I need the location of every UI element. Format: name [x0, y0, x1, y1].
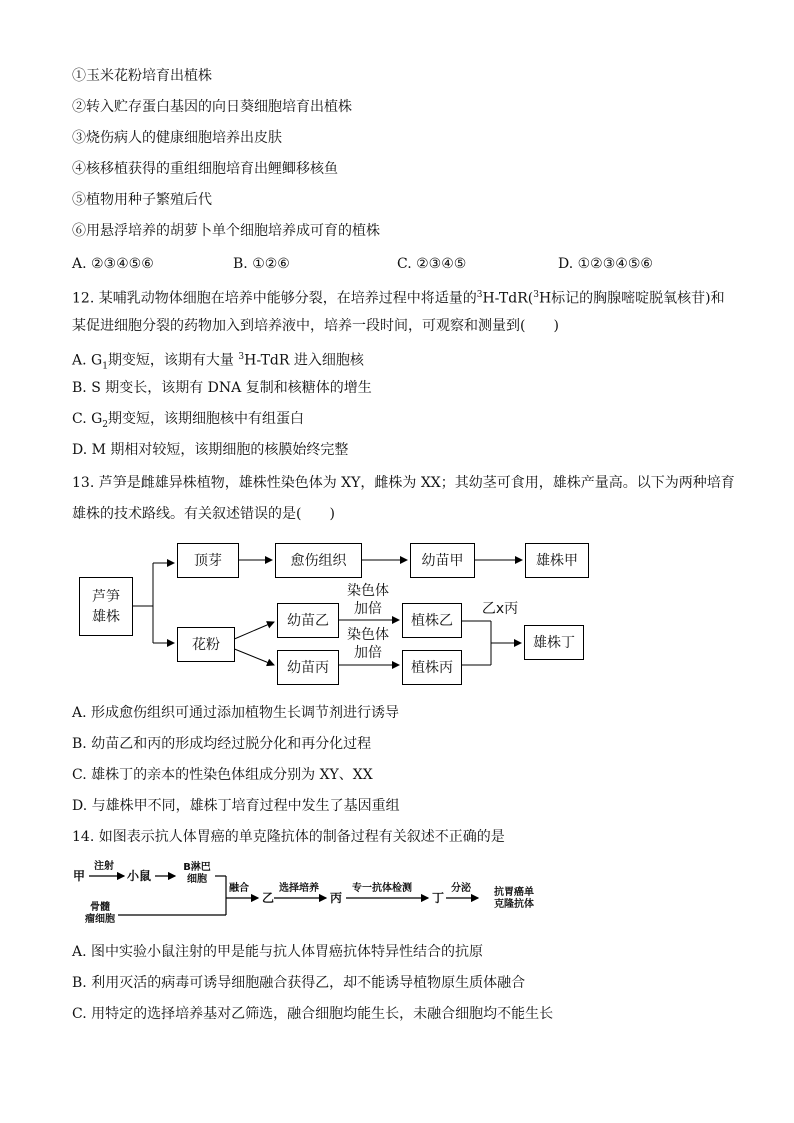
seedling-bing-box: 幼苗丙 — [277, 650, 339, 685]
statement-6: ⑥用悬浮培养的胡萝卜单个细胞培养成可育的植株 — [72, 223, 380, 239]
q11-option-d[interactable]: D. ①②③④⑤⑥ — [558, 256, 653, 272]
q11-option-a[interactable]: A. ②③④⑤⑥ — [72, 256, 154, 272]
double-label-lower: 染色体 加倍 — [347, 627, 389, 661]
callus-box: 愈伤组织 — [275, 543, 362, 578]
seedling-jia-box: 幼苗甲 — [410, 543, 475, 578]
q13-option-d[interactable]: D. 与雄株甲不同，雄株丁培育过程中发生了基因重组 — [72, 798, 400, 814]
antibody-product-label: 抗胃癌单 克隆抗体 — [494, 887, 534, 910]
cells-ding: 丁 — [432, 891, 445, 905]
myeloma-label: 骨髓 瘤细胞 — [85, 902, 115, 925]
inject-label: 注射 — [94, 861, 114, 872]
q13-option-a[interactable]: A. 形成愈伤组织可通过添加植物生长调节剂进行诱导 — [72, 705, 400, 721]
select-label: 选择培养 — [279, 883, 319, 894]
q12-option-d[interactable]: D. M 期相对较短，该期细胞的核膜始终完整 — [72, 442, 349, 458]
q14-option-c[interactable]: C. 用特定的选择培养基对乙筛选，融合细胞均能生长，未融合细胞均不能生长 — [72, 1006, 554, 1022]
male-jia-box: 雄株甲 — [525, 543, 589, 578]
cross-label: 乙x丙 — [481, 601, 519, 617]
q14-option-b[interactable]: B. 利用灭活的病毒可诱导细胞融合获得乙，却不能诱导植物原生质体融合 — [72, 975, 526, 991]
seedling-yi-box: 幼苗乙 — [277, 603, 339, 638]
q11-option-c[interactable]: C. ②③④⑤ — [397, 256, 467, 272]
q13-stem-line1: 13. 芦笋是雌雄异株植物，雄株性染色体为 XY，雌株为 XX；其幼茎可食用，雄株产量高。以下为两种培育 — [72, 475, 735, 491]
mouse-label: 小鼠 — [127, 869, 152, 883]
plant-bing-box: 植株丙 — [402, 650, 462, 685]
cells-bing: 丙 — [330, 891, 343, 905]
statement-4: ④核移植获得的重组细胞培育出鲤鲫移核鱼 — [72, 161, 338, 177]
b-cell-label: B淋巴 细胞 — [183, 862, 211, 885]
q14-option-a[interactable]: A. 图中实验小鼠注射的甲是能与抗人体胃癌抗体特异性结合的抗原 — [72, 944, 484, 960]
q14-stem: 14. 如图表示抗人体胃癌的单克隆抗体的制备过程有关叙述不正确的是 — [72, 829, 505, 845]
q12-stem-line2: 某促进细胞分裂的药物加入到培养液中，培养一段时间，可观察和测量到( ) — [72, 318, 559, 334]
plant-yi-box: 植株乙 — [402, 603, 462, 638]
q11-option-b[interactable]: B. ①②⑥ — [233, 256, 290, 272]
secrete-label: 分泌 — [451, 883, 471, 894]
statement-1: ①玉米花粉培育出植株 — [72, 68, 212, 84]
statement-3: ③烧伤病人的健康细胞培养出皮肤 — [72, 130, 282, 146]
detect-label: 专一抗体检测 — [352, 883, 412, 894]
q12-option-c[interactable]: C. $G_2$期变短，该期细胞核中有组蛋白 — [72, 411, 305, 430]
q13-option-b[interactable]: B. 幼苗乙和丙的形成均经过脱分化和再分化过程 — [72, 736, 372, 752]
q13-option-c[interactable]: C. 雄株丁的亲本的性染色体组成分别为 XY、XX — [72, 767, 373, 783]
statement-2: ②转入贮存蛋白基因的向日葵细胞培育出植株 — [72, 99, 352, 115]
statement-5: ⑤植物用种子繁殖后代 — [72, 192, 212, 208]
hybrid-yi: 乙 — [262, 891, 275, 905]
q13-stem-line2: 雄株的技术路线。有关叙述错误的是( ) — [72, 506, 335, 522]
q12-option-b[interactable]: B. S 期变长，该期有 DNA 复制和核糖体的增生 — [72, 380, 372, 396]
q12-stem-line1: 12. 某哺乳动物体细胞在培养中能够分裂，在培养过程中将适量的$^3$H-TdR($^3$H标记的胸腺嘧啶脱氧核苷)和 — [72, 290, 725, 307]
male-ding-box: 雄株丁 — [524, 625, 584, 660]
source-male-plant-box: 芦笋 雄株 — [79, 577, 133, 636]
antigen-jia: 甲 — [73, 869, 86, 883]
pollen-box: 花粉 — [177, 627, 235, 662]
double-label-upper: 染色体 加倍 — [347, 583, 389, 617]
fuse-label: 融合 — [229, 883, 249, 894]
bud-box: 顶芽 — [177, 543, 239, 578]
q12-option-a[interactable]: A. $G_1$期变短，该期有大量 $^3$H-TdR 进入细胞核 — [72, 352, 364, 372]
